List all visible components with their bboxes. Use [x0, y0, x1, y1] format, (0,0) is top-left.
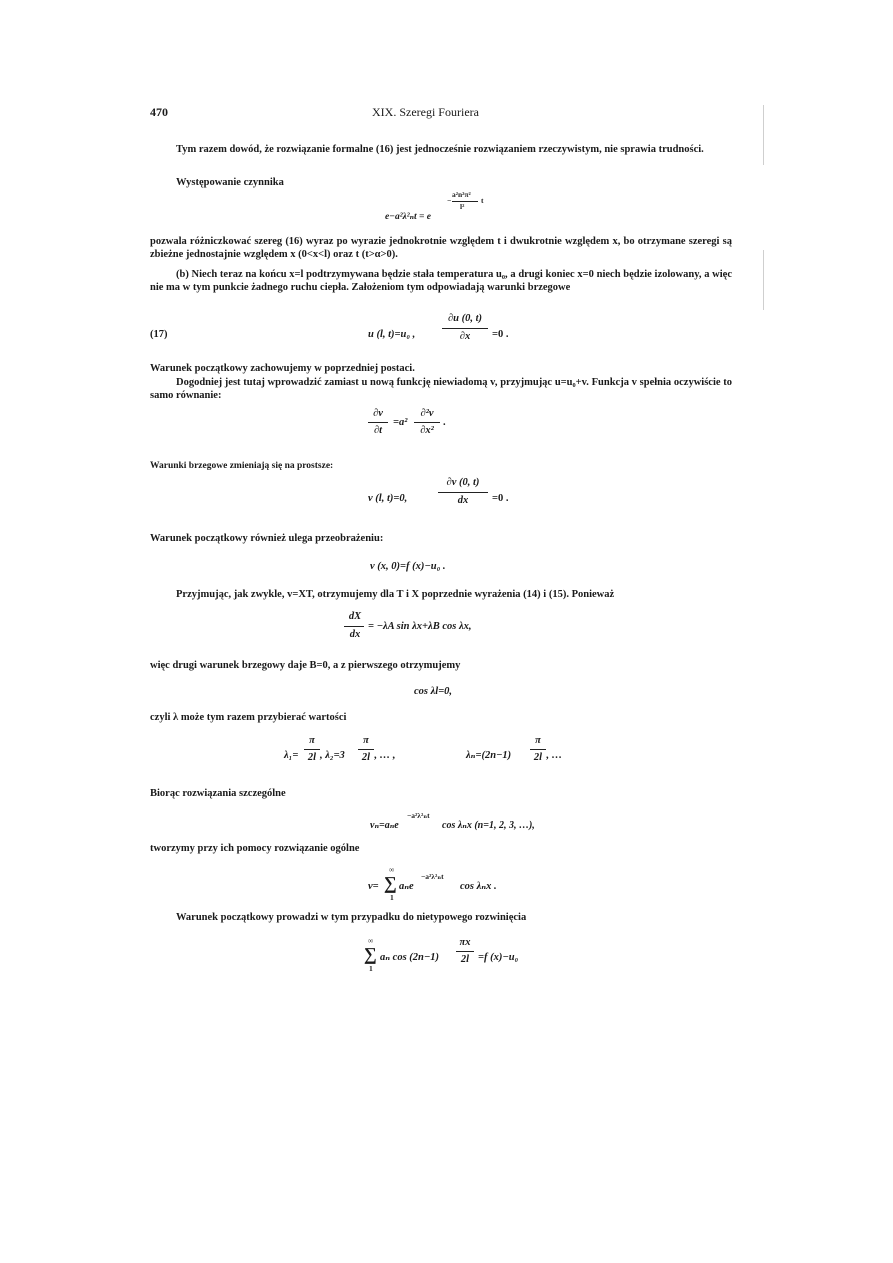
scan-edge-line	[763, 250, 764, 310]
fraction-denominator: 2l	[361, 752, 371, 763]
fraction-denominator: ∂t	[373, 425, 383, 436]
fraction-bar	[344, 626, 364, 627]
fraction-numerator: ∂v	[373, 408, 383, 419]
sum-lower-limit: 1	[369, 964, 373, 973]
equation: =0 .	[492, 329, 509, 340]
paragraph: więc drugi warunek brzegowy daje B=0, a z pierwszego otrzymujemy	[150, 660, 461, 671]
equation: aₙe	[399, 881, 414, 892]
paragraph: Warunki brzegowe zmieniają się na prostsze:	[150, 461, 334, 471]
fraction-denominator: 2l	[533, 752, 543, 763]
equation: vₙ=aₙe	[370, 820, 399, 831]
running-title: XIX. Szeregi Fouriera	[372, 105, 479, 119]
paragraph: czyli λ może tym razem przybierać wartości	[150, 712, 347, 723]
paragraph: tworzymy przy ich pomocy rozwiązanie ogólne	[150, 843, 360, 854]
fraction-denominator: dx	[349, 629, 361, 640]
paragraph: Dogodniej jest tutaj wprowadzić zamiast u nową funkcję niewiadomą v, przyjmując u=u₀+v. Funkcja v spełnia oczywiście to samo równanie:	[150, 377, 732, 401]
fraction-bar	[368, 422, 388, 423]
fraction-bar	[456, 951, 474, 952]
paragraph: Warunek początkowy zachowujemy w poprzedniej postaci.	[150, 363, 415, 374]
fraction-numerator: ∂v (0, t)	[446, 477, 480, 488]
fraction-numerator: πx	[459, 937, 471, 948]
equation: =a²	[393, 417, 408, 428]
paragraph: pozwala różniczkować szereg (16) wyraz po wyrazie jednokrotnie względem t i dwukrotnie względem x, bo otrzymane szeregi są zbieżne jednostajnie względem x (0<x<l) oraz t (t>α>0).	[150, 236, 732, 260]
paragraph: Tym razem dowód, że rozwiązanie formalne (16) jest jednocześnie rozwiązaniem rzeczywistym, nie sprawia trudności.	[176, 144, 704, 155]
fraction-numerator: ∂²v	[420, 408, 434, 419]
equation-label: (17)	[150, 329, 168, 340]
equation: u (l, t)=u₀ ,	[368, 329, 416, 340]
fraction-denominator: 2l	[307, 752, 317, 763]
fraction-bar	[442, 328, 488, 329]
equation-exponent: t	[481, 196, 484, 205]
equation: cos λₙx (n=1, 2, 3, …),	[442, 820, 535, 831]
paragraph: (b) Niech teraz na końcu x=l podtrzymywana będzie stała temperatura u₀, a drugi koniec x=0 niech będzie izolowany, a więc nie ma w tym punkcie żadnego ruchu ciepła. Założeniom tym odpowiadają warunki brzegowe	[150, 269, 732, 293]
fraction-bar	[452, 201, 478, 202]
paragraph: Warunek początkowy również ulega przeobrażeniu:	[150, 533, 384, 544]
summation-sign: ∑	[384, 873, 397, 893]
equation: , … ,	[374, 750, 395, 761]
fraction-denominator: dx	[457, 495, 469, 506]
equation: e−a²λ²ₙt = e	[385, 212, 432, 222]
equation: v (x, 0)=f (x)−u₀ .	[370, 561, 446, 572]
equation-exponent: −a²λ²ₙt	[407, 811, 430, 820]
equation: v (l, t)=0,	[368, 493, 408, 504]
scan-edge-line	[763, 105, 764, 165]
fraction-bar	[358, 749, 374, 750]
equation: .	[443, 417, 446, 428]
fraction-denominator: 2l	[460, 954, 470, 965]
equation: =0 .	[492, 493, 509, 504]
equation: λₙ=(2n−1)	[466, 750, 512, 761]
fraction-numerator: dX	[348, 611, 362, 622]
equation: =f (x)−u₀	[478, 952, 519, 963]
fraction-bar	[438, 492, 488, 493]
equation-exponent: l²	[460, 202, 465, 211]
fraction-bar	[304, 749, 320, 750]
paragraph: Występowanie czynnika	[176, 177, 284, 188]
page-number: 470	[150, 105, 168, 119]
fraction-numerator: ∂u (0, t)	[447, 313, 483, 324]
paragraph: Biorąc rozwiązania szczególne	[150, 788, 286, 799]
paragraph: Warunek początkowy prowadzi w tym przypadku do nietypowego rozwinięcia	[176, 912, 527, 923]
paragraph: Przyjmując, jak zwykle, v=XT, otrzymujemy dla T i X poprzednie wyrażenia (14) i (15). Ponieważ	[176, 589, 615, 600]
fraction-denominator: ∂x	[459, 331, 471, 342]
fraction-numerator: π	[309, 735, 315, 746]
equation: cos λl=0,	[414, 686, 453, 697]
fraction-bar	[530, 749, 546, 750]
equation: λ₁=	[284, 750, 299, 761]
equation: cos λₙx .	[460, 881, 497, 892]
fraction-numerator: π	[363, 735, 369, 746]
equation-exponent: −a²λ²ₙt	[421, 872, 444, 881]
summation-sign: ∑	[364, 944, 377, 964]
sum-upper-limit: ∞	[389, 865, 395, 874]
fraction-numerator: π	[535, 735, 541, 746]
equation-exponent: a²n²π²	[452, 190, 471, 199]
equation: , …	[546, 750, 562, 761]
fraction-denominator: ∂x²	[420, 425, 434, 436]
equation: = −λA sin λx+λB cos λx,	[368, 621, 472, 632]
equation-exponent: −	[447, 196, 452, 205]
equation: v=	[368, 881, 379, 892]
equation: aₙ cos (2n−1)	[380, 952, 440, 963]
sum-upper-limit: ∞	[368, 936, 374, 945]
fraction-bar	[414, 422, 440, 423]
sum-lower-limit: 1	[390, 893, 394, 902]
equation: , λ₂=3	[320, 750, 345, 761]
